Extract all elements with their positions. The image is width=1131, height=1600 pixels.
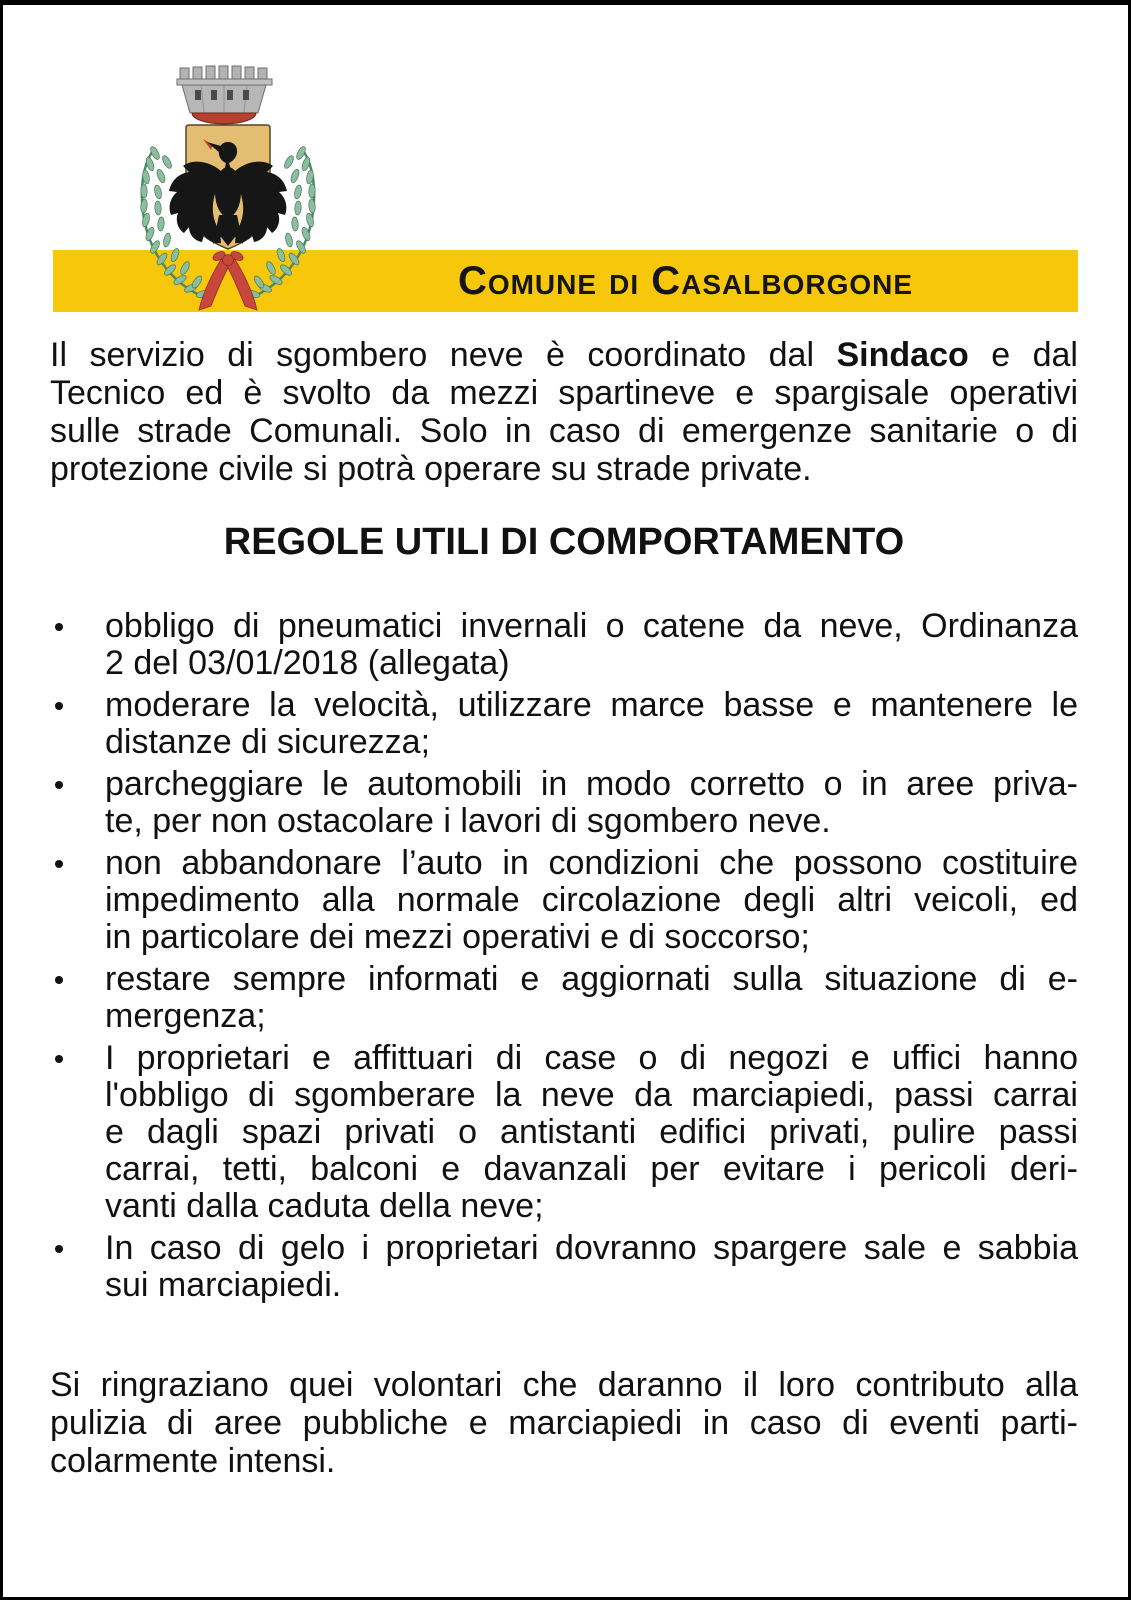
text-line: obbligo di pneumatici invernali o catene da neve, Ordinanza: [105, 607, 1078, 645]
bullet-icon: [55, 1055, 63, 1063]
bullet-icon: [55, 702, 63, 710]
rule-item: [50, 608, 1078, 682]
closing-paragraph: [50, 1366, 1078, 1480]
text-line: 2 del 03/01/2018 (allegata): [105, 644, 510, 682]
intro-paragraph: [50, 336, 1078, 488]
text-line: distanze di sicurezza;: [105, 723, 431, 761]
rule-text: [105, 845, 1078, 956]
text-line: vanti dalla caduta della neve;: [105, 1187, 544, 1225]
text-line: I proprietari e affittuari di case o di negozi e uffici hanno: [105, 1039, 1078, 1077]
ribbon-bow-icon: [199, 250, 257, 310]
rule-item: [50, 687, 1078, 761]
rule-text: [105, 766, 1078, 840]
rule-text: [105, 1040, 1078, 1225]
bullet-icon: [55, 976, 63, 984]
text-line: parcheggiare le automobili in modo corretto o in aree priva-: [105, 765, 1078, 803]
rule-item: [50, 961, 1078, 1035]
text-line: non abbandonare l’auto in condizioni che possono costituire: [105, 844, 1078, 882]
rule-text: [105, 687, 1078, 761]
rule-item: [50, 1040, 1078, 1225]
text-line: protezione civile si potrà operare su strade private.: [50, 450, 812, 488]
text-line: Il servizio di sgombero neve è coordinato dal Sindaco e dal: [50, 336, 1078, 374]
rule-text: [105, 608, 1078, 682]
page-border-left: [0, 0, 3, 1600]
text-line: e dagli spazi privati o antistanti edifici privati, pulire passi: [105, 1113, 1078, 1151]
bullet-icon: [55, 623, 63, 631]
mural-crown-icon: [177, 66, 272, 124]
text-line: sui marciapiedi.: [105, 1266, 342, 1304]
text-line: te, per non ostacolare i lavori di sgombero neve.: [105, 802, 831, 840]
rule-text: [105, 961, 1078, 1035]
municipality-title: Comune di Casalborgone: [457, 258, 914, 303]
text-line: in particolare dei mezzi operativi e di soccorso;: [105, 918, 810, 956]
rule-item: [50, 1230, 1078, 1304]
rule-item: [50, 766, 1078, 840]
coat-of-arms: [125, 60, 335, 315]
rule-item: [50, 845, 1078, 956]
bullet-icon: [55, 1245, 63, 1253]
page-border-top: [0, 0, 1131, 5]
text-line: mergenza;: [105, 997, 266, 1035]
text-line: In caso di gelo i proprietari dovranno spargere sale e sabbia: [105, 1229, 1078, 1267]
text-line: colarmente intensi.: [50, 1442, 336, 1480]
text-line: Tecnico ed è svolto da mezzi spartineve e spargisale operativi: [50, 374, 1078, 412]
rules-list: [50, 608, 1078, 1309]
rule-text: [105, 1230, 1078, 1304]
text-line: pulizia di aree pubbliche e marciapiedi in caso di eventi parti-: [50, 1404, 1078, 1442]
text-line: l'obbligo di sgomberare la neve da marciapiedi, passi carrai: [105, 1076, 1078, 1114]
text-line: Si ringraziano quei volontari che daranno il loro contributo alla: [50, 1366, 1078, 1404]
text-line: carrai, tetti, balconi e davanzali per evitare i pericoli deri-: [105, 1150, 1078, 1188]
bullet-icon: [55, 781, 63, 789]
rules-heading: REGOLE UTILI DI COMPORTAMENTO: [223, 521, 905, 563]
text-line: moderare la velocità, utilizzare marce basse e mantenere le: [105, 686, 1078, 724]
bullet-icon: [55, 860, 63, 868]
text-line: impedimento alla normale circolazione degli altri veicoli, ed: [105, 881, 1078, 919]
text-line: sulle strade Comunali. Solo in caso di emergenze sanitarie o di: [50, 412, 1078, 450]
text-line: restare sempre informati e aggiornati sulla situazione di e-: [105, 960, 1078, 998]
